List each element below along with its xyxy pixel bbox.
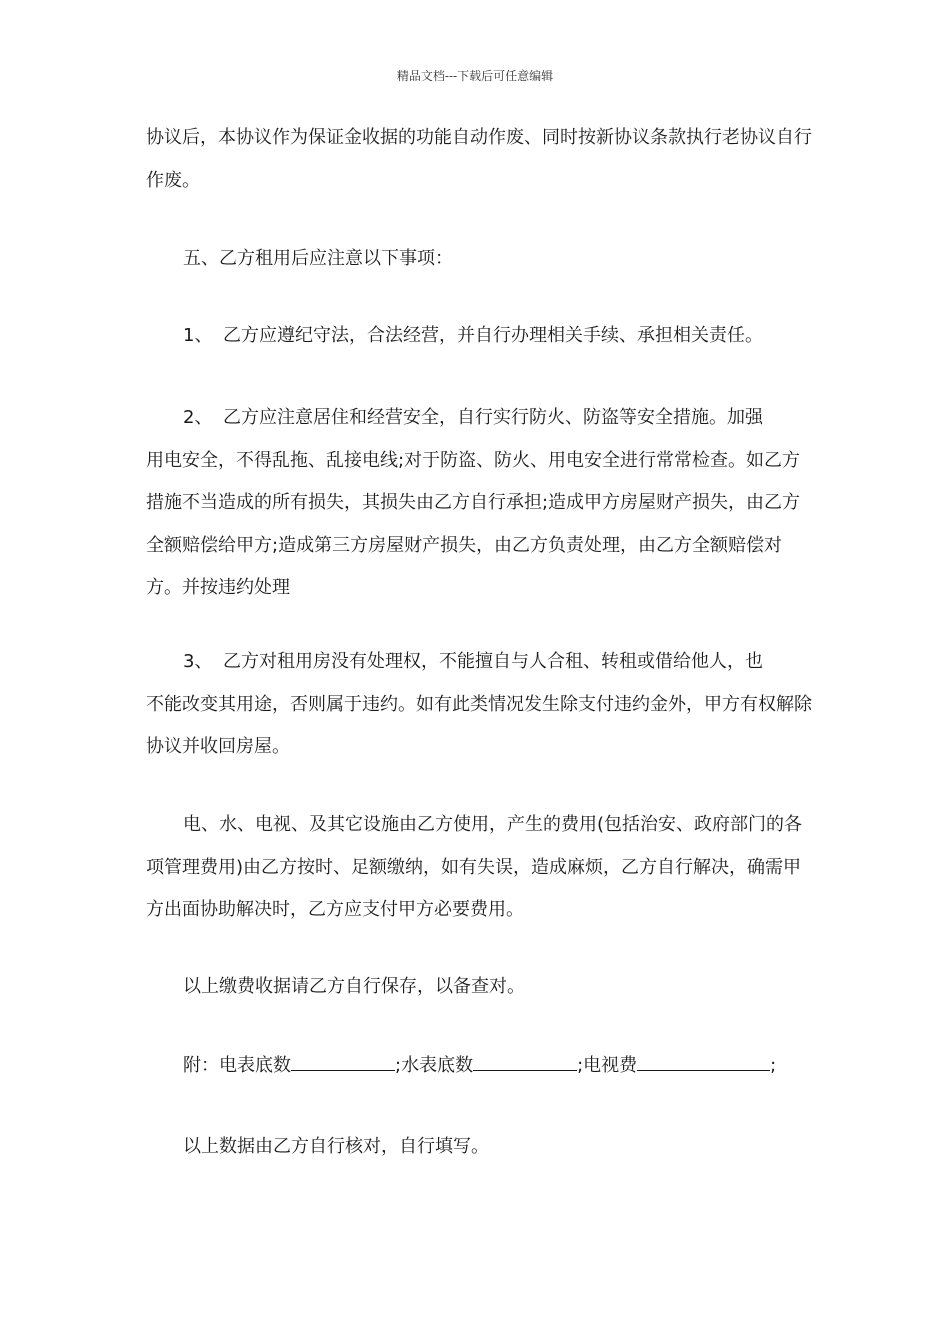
- electric-meter-blank[interactable]: [291, 1052, 395, 1071]
- list-text-continuation: 用电安全，不得乱拖、乱接电线;对于防盗、防火、用电安全进行常常检查。如乙方措施不当造成的所有损失，其损失由乙方自行承担;造成甲方房屋财产损失，由乙方全额赔偿给甲方;造成第三方房屋财产损失，由乙方负责处理，由乙方全额赔偿对方。并按违约处理: [146, 449, 801, 598]
- paragraph-self-check: 以上数据由乙方自行核对，自行填写。: [183, 1136, 489, 1157]
- page-header: 精品文档---下载后可任意编辑: [396, 69, 554, 83]
- list-number: 2、: [183, 407, 213, 428]
- paragraph-fees: 电、水、电视、及其它设施由乙方使用，产生的费用(包括治安、政府部门的各项管理费用)由乙方按时、足额缴纳，如有失误，造成麻烦，乙方自行解决，确需甲方出面协助解决时，乙方应支付甲方必要费用。: [146, 814, 803, 920]
- section-heading-five: 五、乙方租用后应注意以下事项：: [183, 248, 453, 269]
- list-item-3: [146, 641, 816, 769]
- paragraph-continuation: 协议后，本协议作为保证金收据的功能自动作废、同时按新协议条款执行老协议自行作废。: [146, 127, 812, 191]
- water-meter-label: ;水表底数: [395, 1055, 474, 1076]
- list-text: 乙方对租用房没有处理权，不能擅自与人合租、转租或借给他人，也: [223, 651, 763, 672]
- list-item-1: [146, 315, 816, 358]
- list-number: 1、: [183, 325, 213, 346]
- list-text-continuation: 不能改变其用途，否则属于违约。如有此类情况发生除支付违约金外，甲方有权解除协议并收回房屋。: [146, 693, 812, 757]
- list-text: 乙方应注意居住和经营安全，自行实行防火、防盗等安全措施。加强: [223, 407, 763, 428]
- line-end: ;: [770, 1055, 777, 1076]
- water-meter-blank[interactable]: [473, 1052, 577, 1071]
- paragraph-meter-readings: [146, 1045, 816, 1088]
- list-text: 乙方应遵纪守法，合法经营，并自行办理相关手续、承担相关责任。: [223, 325, 763, 346]
- list-item-2: [146, 397, 816, 610]
- tv-fee-label: ;电视费: [577, 1055, 638, 1076]
- electric-meter-label: 附：电表底数: [183, 1055, 291, 1076]
- tv-fee-blank[interactable]: [637, 1052, 770, 1071]
- paragraph-receipts: 以上缴费收据请乙方自行保存，以备查对。: [183, 976, 525, 997]
- list-number: 3、: [183, 651, 213, 672]
